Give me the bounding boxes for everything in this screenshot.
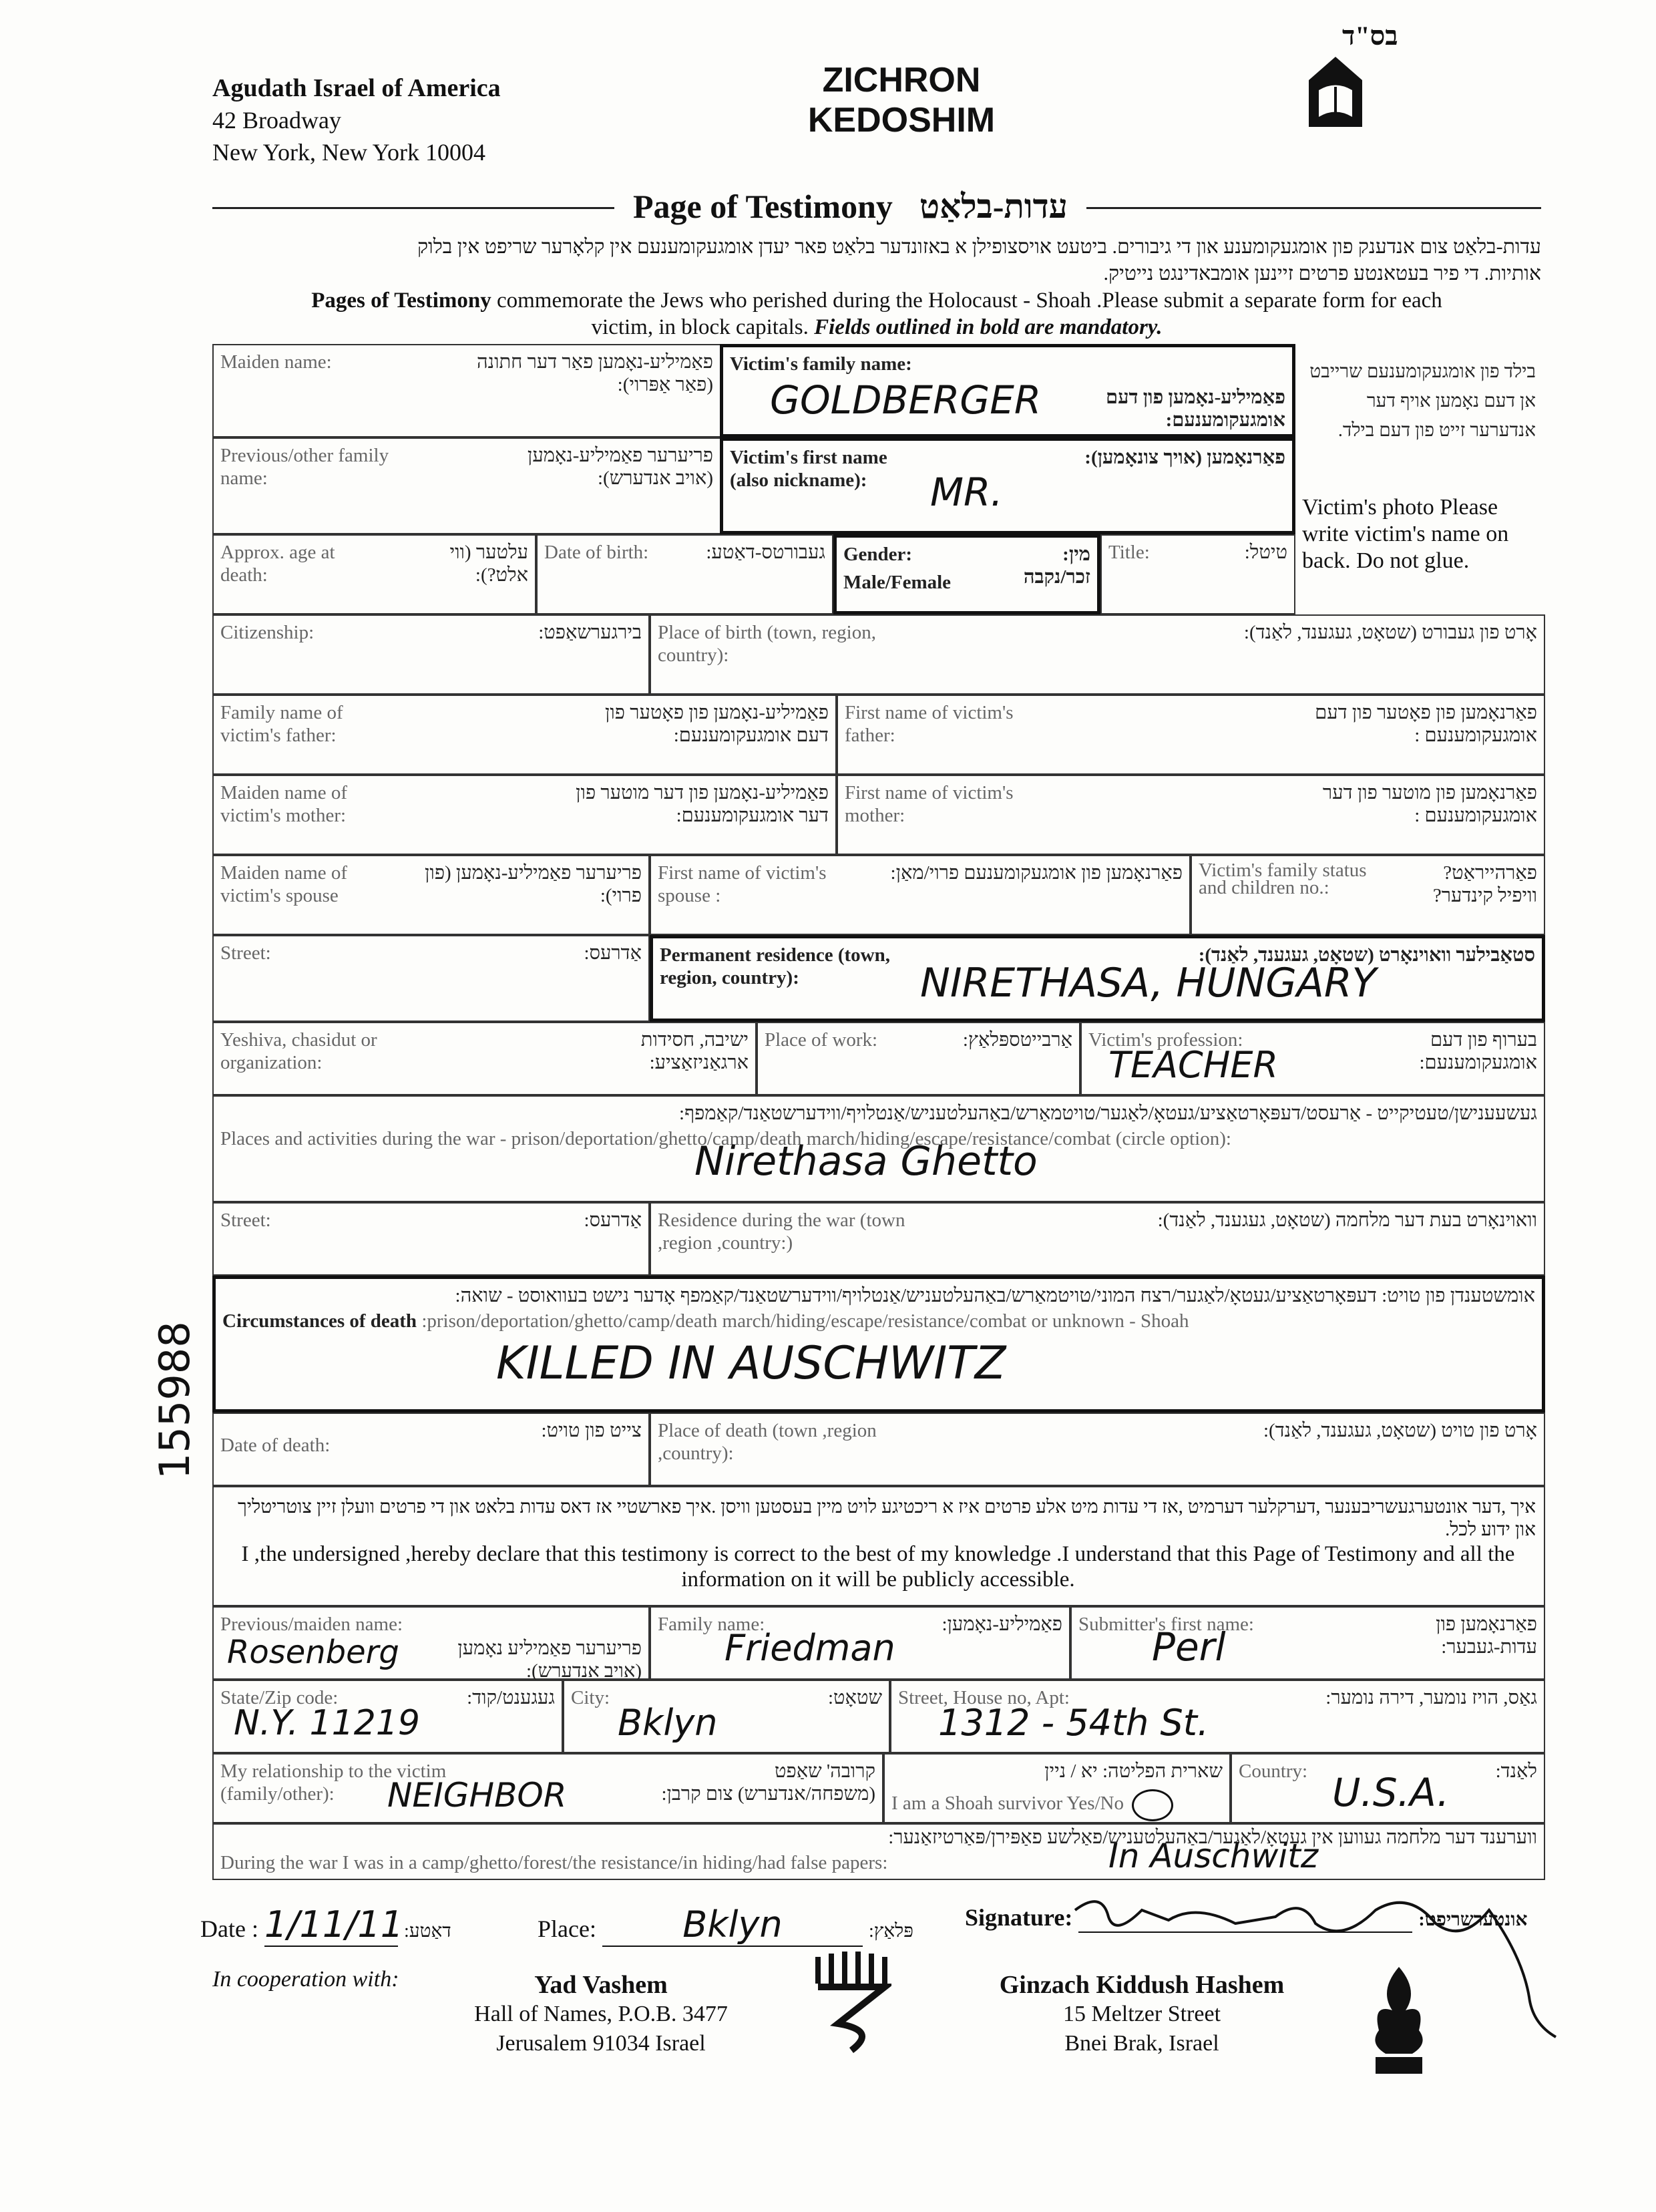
prof-en: Victim's profession: (1088, 1029, 1243, 1051)
maiden-name-cell[interactable] (212, 344, 721, 437)
yv-name: Yad Vashem (534, 1971, 668, 1999)
first-name-cell[interactable] (720, 437, 1295, 534)
intro-en2-italic: Fields outlined in bold are mandatory. (814, 315, 1163, 339)
intro-en-rest: commemorate the Jews who perished during the Holocaust - Shoah .Please submit a separate form for each (491, 289, 1442, 313)
age-he: עלטער (ווי אלט?): (449, 542, 528, 586)
submitter-country-cell[interactable] (1231, 1753, 1545, 1823)
street-he: אַדרעס: (584, 942, 642, 964)
family-name-cell[interactable] (720, 344, 1295, 437)
photo-en: Victim's photo Please write victim's name on back. Do not glue. (1302, 495, 1509, 573)
perm-he: סטאַבילער וואוינאָרט (שטאָט, געגענד, לאַנד): (1198, 944, 1535, 966)
sub-street-value: 1312 - 54th St. (938, 1702, 1209, 1744)
sub-zip-en: State/Zip code: (220, 1687, 339, 1708)
prev-en: Previous/other family name: (220, 445, 389, 489)
intro-he-line2: אותיות. די פיר בעטאנטע פרטים זיינען אומבאדינגט נייטיק. (1103, 262, 1541, 285)
sub-prev-en: Previous/maiden name: (220, 1614, 403, 1635)
status-he: פאַרהייראַט? וויפיל קינדער? (1432, 862, 1537, 906)
warres-he: וואוינאָרט בעת דער מלחמה (שטאָט, געגענד, לאַנד): (1157, 1210, 1537, 1231)
sub-family-en: Family name: (658, 1614, 765, 1635)
date-field[interactable] (200, 1903, 451, 1947)
side-record-number: 155988 (150, 1321, 199, 1479)
gkh-addr2: Bnei Brak, Israel (1064, 2031, 1219, 2056)
street2-en: Street: (220, 1210, 271, 1231)
father-fam-en: Family name of victim's father: (220, 702, 343, 746)
family-value: GOLDBERGER (770, 377, 1042, 423)
status-en: Victim's family status and children no.: (1199, 860, 1367, 898)
places-he: געשעענישן/טעטיקייט - אַרעסט/דעפּאָרטאַציע/געטאָ/לאַגער/טויטמאַרש/באַהעלטעניש/אַנטלויף/ווידערשטאַנד/קאַמפף: (679, 1103, 1537, 1124)
street-cell[interactable] (212, 935, 650, 1022)
sub-first-en: Submitter's first name: (1078, 1614, 1254, 1635)
ginzach-flame-logo-icon (1366, 1964, 1432, 2077)
yv-addr1: Hall of Names, P.O.B. 3477 (474, 2002, 728, 2026)
submitter-prev-name-cell[interactable] (212, 1606, 650, 1680)
family-en: Victim's family name: (730, 353, 912, 375)
place-label: Place: (538, 1915, 596, 1942)
gkh-addr1: 15 Meltzer Street (1062, 2002, 1221, 2026)
citizen-en: Citizenship: (220, 622, 315, 643)
spouse-first-he: פאַרנאָמען פון אומגעקומענעם פרוי/מאַן: (890, 862, 1183, 884)
first-en: Victim's first name (also nickname): (730, 447, 887, 491)
pod-he: אָרט פון טויט (שטאָט, געגענד, לאַנד): (1263, 1420, 1537, 1441)
page-title (614, 187, 1086, 226)
submitter-first-cell[interactable] (1070, 1606, 1545, 1680)
sub-country-he: לאַנד: (1495, 1761, 1537, 1782)
places-value: Nirethasa Ghetto (694, 1138, 1038, 1185)
dod-he: צייט פון טויט: (541, 1420, 642, 1441)
dob-he: געבורטס-דאַטע: (706, 542, 825, 563)
intro-en-bold: Pages of Testimony (311, 289, 491, 313)
cooperation-label: In cooperation with: (212, 1967, 399, 1992)
gender-cell[interactable] (833, 534, 1100, 614)
mother-first-cell[interactable] (837, 775, 1545, 855)
declaration-en: I ,the undersigned ,hereby declare that this testimony is correct to the best of my knowledge .I understand that this Page of Testimony and all the information on it will be publicly accessible. (241, 1542, 1515, 1592)
sub-war-value: In Auschwitz (1108, 1837, 1319, 1875)
intro-english (212, 287, 1541, 341)
title-en: Page of Testimony (633, 188, 893, 225)
sub-family-value: Friedman (724, 1627, 895, 1669)
declaration-he: איך ,דער אונטערגעשריבענער ,דערקלער דערמיט ,אז די עדות מיט אלע פרטים איז א ריכטיגע לויט מיין בעסטען וויסן .איך פארשטיי אז דאס עדות בלאט און די פרטים וועלן זיין צוטריטליך און ידוע לכל. (238, 1497, 1536, 1540)
spouse-first-en: First name of victim's spouse : (658, 862, 827, 906)
permanent-residence-cell[interactable] (650, 935, 1545, 1022)
org-name: Agudath Israel of America (212, 74, 501, 102)
spouse-maiden-en: Maiden name of victim's spouse (220, 862, 348, 906)
work-en: Place of work: (765, 1029, 878, 1051)
title-cell[interactable] (1100, 534, 1295, 614)
sub-war-en: During the war I was in a camp/ghetto/forest/the resistance/in hiding/had false papers: (220, 1852, 888, 1873)
father-first-cell[interactable] (837, 695, 1545, 775)
circ-he: אומשטענדן פון טויט: דעפּאָרטאַציע/געטאָ/לאַגער/רצח המוני/טויטמאַרש/באַהעלטעניש/אַנטלויף/ווידערשטאַנד/קאַמפף אָדער נישט בעוואוסט - שואה: (455, 1285, 1535, 1306)
sub-surv-he: שארית הפליטה: יא / ניין (1044, 1761, 1223, 1782)
places-en: Places and activities during the war - prison/deportation/ghetto/camp/death march/hiding/escape/resistance/combat (circle option): (220, 1128, 1231, 1149)
sub-rel-value: NEIGHBOR (387, 1776, 567, 1815)
intro-hebrew (212, 234, 1541, 287)
work-he: אַרבייטספּלאַץ: (962, 1029, 1072, 1051)
zichron-line2: KEDOSHIM (807, 101, 996, 140)
street2-he: אַדרעס: (584, 1210, 642, 1231)
date-of-death-cell[interactable] (212, 1413, 650, 1486)
pob-he: אָרט פון געבורט (שטאָט, געגענד, לאַנד): (1243, 622, 1537, 643)
date-value: 1/11/11 (264, 1903, 404, 1946)
sub-country-en: Country: (1239, 1761, 1308, 1782)
dob-en: Date of birth: (544, 542, 649, 563)
father-fam-he: פאַמיליע-נאָמען פון פאָטער פון דעם אומגעקומענעם: (605, 702, 829, 746)
sub-city-he: שטאָט: (827, 1687, 882, 1708)
mother-first-he: פאַרנאָמען פון מוטער פון דער אומגעקומענעם : (1322, 782, 1537, 826)
war-residence-cell[interactable] (650, 1202, 1545, 1276)
date-he: :דאַטע (403, 1921, 451, 1942)
submitter-street-cell[interactable] (890, 1680, 1545, 1753)
yad-vashem-logo-icon (811, 1950, 891, 2057)
pod-en: Place of death (town ,region ,country): (658, 1420, 877, 1464)
gkh-name: Ginzach Kiddush Hashem (999, 1971, 1285, 1999)
sub-country-value: U.S.A. (1332, 1770, 1450, 1815)
circ-en: :prison/deportation/ghetto/camp/death march/hiding/escape/resistance/combat or unknown - Shoah (417, 1310, 1189, 1332)
sub-city-value: Bklyn (618, 1702, 718, 1744)
profession-cell[interactable] (1080, 1022, 1545, 1095)
sub-war-he: ווערענד דער מלחמה געווען אין געטאָ/לאַגער/באַהעלטעניש/פאַלשע פאַפּירן/פּאַרטיזאַנער: (888, 1827, 1537, 1848)
place-he: :פּלאַץ (868, 1921, 913, 1942)
sub-zip-value: N.Y. 11219 (234, 1703, 420, 1743)
title-field-he: טיטל: (1244, 542, 1287, 563)
ginzach-address (968, 1970, 1315, 2058)
gender-he: מין: זכר/נקבה (1023, 544, 1090, 588)
yeshiva-he: ישיבה, חסידות ארגאַניזאַציע: (640, 1029, 749, 1073)
sub-surv-en: I am a Shoah survivor Yes/No (891, 1793, 1124, 1814)
circ-value: KILLED IN AUSCHWITZ (496, 1337, 1006, 1390)
age-cell[interactable] (212, 534, 536, 614)
dod-en: Date of death: (220, 1435, 331, 1456)
sub-city-en: City: (571, 1687, 610, 1708)
sub-street-en: Street, House no, Apt: (898, 1687, 1070, 1708)
sub-first-value: Perl (1152, 1624, 1226, 1670)
citizen-he: בירגערשאַפט: (538, 622, 642, 643)
yad-vashem-address (461, 1970, 741, 2058)
declaration-box (212, 1486, 1545, 1606)
title-field-en: Title: (1108, 542, 1150, 563)
warres-en: Residence during the war (town ,region ,country:) (658, 1210, 905, 1254)
spouse-maiden-he: פריערער פאַמיליע-נאָמען (פון פרוי): (425, 862, 642, 906)
sub-zip-he: געגענט/קוד: (467, 1687, 555, 1708)
submitter-relationship-cell[interactable] (212, 1753, 883, 1823)
citizenship-cell[interactable] (212, 614, 650, 695)
org-addr1: 42 Broadway (212, 107, 341, 134)
mother-first-en: First name of victim's mother: (845, 782, 1014, 826)
prof-value: TEACHER (1108, 1044, 1278, 1086)
survivor-yes-circle (1132, 1789, 1173, 1821)
sub-street-he: גאַס, הויז נומער, דירה נומער: (1325, 1687, 1537, 1708)
sub-first-he: פאַרנאָמען פון עדות-געבער: (1436, 1614, 1537, 1658)
father-family-cell[interactable] (212, 695, 837, 775)
submitter-city-cell[interactable] (563, 1680, 890, 1753)
yeshiva-cell[interactable] (212, 1022, 757, 1095)
signature-label: Signature: (965, 1904, 1073, 1931)
maiden-he: פאַמיליע-נאָמען פאַר דער חתונה (פאַר אַפּרוי): (476, 351, 713, 395)
sub-prev-he: פריערער פאַמיליע נאָמען (אויב אנדערש): (457, 1638, 642, 1682)
sub-prev-value: Rosenberg (227, 1634, 399, 1671)
bsd-mark: בס"ד (1342, 21, 1398, 51)
signature-he: :אונטערשריפט (1418, 1909, 1528, 1930)
family-status-cell[interactable] (1191, 855, 1545, 935)
war-experience-cell[interactable] (212, 1823, 1545, 1880)
first-he: פאַרנאָמען (אויך צונאָמען): (1084, 447, 1285, 468)
sub-rel-en: My relationship to the victim (family/other): (220, 1761, 447, 1805)
spouse-first-cell[interactable] (650, 855, 1191, 935)
intro-en2: victim, in block capitals. (591, 315, 815, 339)
place-of-death-cell[interactable] (650, 1413, 1545, 1486)
prof-he: בערוף פון דעם אומגעקומענעם: (1419, 1029, 1537, 1073)
circ-en-bold: Circumstances of death (222, 1310, 417, 1332)
yeshiva-en: Yeshiva, chasidut or organization: (220, 1029, 377, 1073)
place-field[interactable] (538, 1903, 913, 1947)
circumstances-cell[interactable] (212, 1276, 1545, 1413)
spouse-maiden-cell[interactable] (212, 855, 650, 935)
street2-cell[interactable] (212, 1202, 650, 1276)
family-he: פאַמיליע-נאָמען פון דעם אומגעקומענעם: (1105, 387, 1285, 431)
survivor-cell[interactable] (883, 1753, 1231, 1823)
age-en: Approx. age at death: (220, 542, 335, 586)
dob-cell[interactable] (536, 534, 833, 614)
gender-en: Gender: (843, 544, 913, 565)
mother-maiden-he: פאַמיליע-נאָמען פון דער מוטער פון דער אומגעקומענעם: (576, 782, 829, 826)
perm-value: NIRETHASA, HUNGARY (920, 960, 1377, 1006)
pob-en: Place of birth (town, region, country): (658, 622, 876, 666)
org-address (212, 72, 501, 168)
father-first-he: פאַרנאָמען פון פאָטער פון דעם אומגעקומענעם : (1315, 702, 1537, 746)
places-activities-cell[interactable] (212, 1095, 1545, 1202)
maiden-en: Maiden name: (220, 351, 332, 373)
father-first-en: First name of victim's father: (845, 702, 1014, 746)
sub-family-he: פאַמיליע-נאָמען: (942, 1614, 1062, 1635)
gender-mf: Male/Female (843, 572, 952, 593)
place-value: Bklyn (602, 1903, 863, 1947)
mother-maiden-en: Maiden name of victim's mother: (220, 782, 348, 826)
submitter-zip-cell[interactable] (212, 1680, 563, 1753)
first-value: MR. (930, 470, 1003, 515)
date-label: Date : (200, 1915, 258, 1942)
sub-rel-he: קרובה' שאַפט (משפחה/אנדערש) צום קרבן: (661, 1761, 875, 1805)
place-of-work-cell[interactable] (757, 1022, 1080, 1095)
zichron-title (741, 60, 1062, 140)
previous-family-name-cell[interactable] (212, 437, 721, 534)
prev-he: פריערער פאַמיליע-נאָמען (אויב אנדערש): (527, 445, 713, 489)
photo-box[interactable] (1295, 344, 1545, 611)
submitter-family-cell[interactable] (650, 1606, 1070, 1680)
yv-addr2: Jerusalem 91034 Israel (496, 2031, 706, 2056)
mother-maiden-cell[interactable] (212, 775, 837, 855)
org-addr2: New York, New York 10004 (212, 139, 486, 166)
street-en: Street: (220, 942, 271, 964)
place-of-birth-cell[interactable] (650, 614, 1545, 695)
photo-he: בילד פון אומגעקומענעם שרייבט אן דעם נאָמען אויף דער אנדערער זייט פון דעם בילד. (1309, 361, 1536, 441)
intro-he-line1: עדות-בלאַט צום אנדענק פון אומגעקומענע און די גיבורים. ביטעט אויסצופילן א באזונדער בלאַט פאר יעדן אומגעקומענעם אין קלאָרער שריפט אין בלוק (417, 236, 1541, 258)
perm-en: Permanent residence (town, region, country): (660, 944, 890, 988)
agudah-logo-icon (1305, 53, 1366, 134)
zichron-line1: ZICHRON (822, 61, 981, 100)
title-he: עדות-בלאַט (919, 188, 1068, 225)
